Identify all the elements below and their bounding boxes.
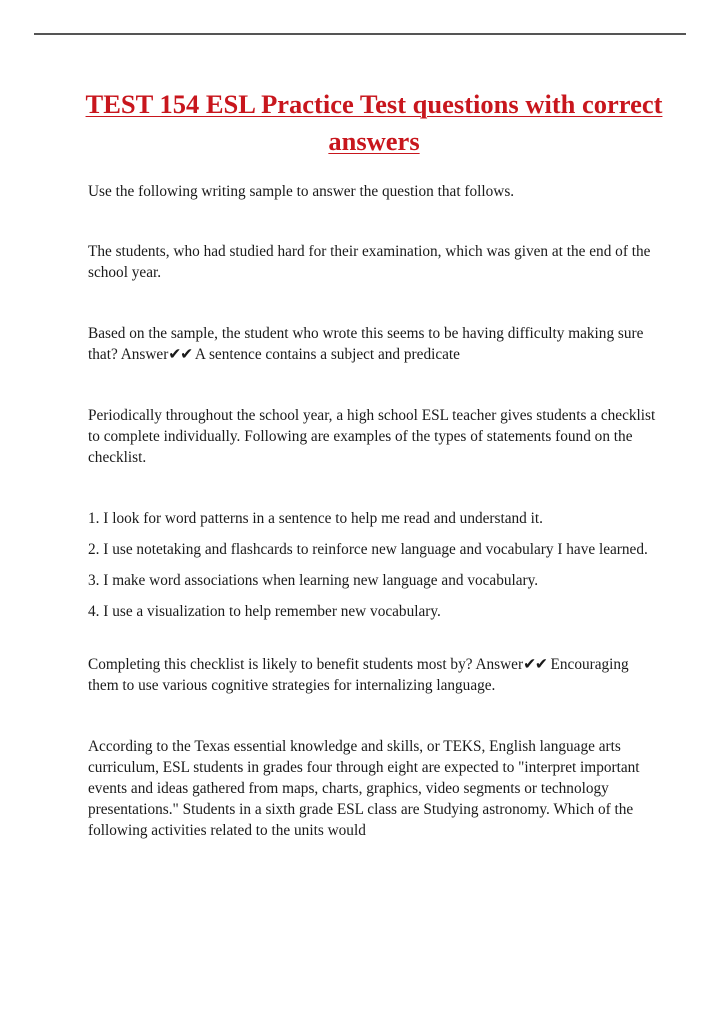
writing-sample: The students, who had studied hard for their examination, which was given at the end of the school year.	[88, 243, 651, 281]
list-item: 4. I use a visualization to help remember new vocabulary.	[88, 603, 441, 620]
top-rule	[34, 33, 686, 35]
question-2: Periodically throughout the school year, a high school ESL teacher gives students a checklist to complete individually. Following are examples of the types of statements found on the checklist.	[88, 407, 656, 466]
intro-text: Use the following writing sample to answer the question that follows.	[88, 183, 515, 200]
title-wrap	[80, 86, 668, 160]
question-3-answer: Encouraging them to use various cognitive strategies for internalizing language.	[88, 656, 629, 694]
question-1-text: Based on the sample, the student who wrote this seems to be having difficulty making sure that? Answer	[88, 325, 644, 363]
question-1	[88, 323, 660, 365]
check-marks-icon: ✔✔	[523, 656, 547, 673]
question-4: According to the Texas essential knowledge and skills, or TEKS, English language arts curriculum, ESL students in grades four through eight are expected to "interpret important events and ideas gathered from maps, charts, graphics, video segments or technology presentations." Students in a sixth grade ESL class are Studying astronomy. Which of the following activities related to the units would	[88, 738, 640, 839]
list-item: 2. I use notetaking and flashcards to reinforce new language and vocabulary I have learned.	[88, 541, 648, 558]
question-3-text: Completing this checklist is likely to benefit students most by? Answer	[88, 656, 524, 673]
list-item: 1. I look for word patterns in a sentence to help me read and understand it.	[88, 510, 543, 527]
document-page	[85, 86, 663, 841]
checklist	[88, 508, 660, 622]
question-1-answer: A sentence contains a subject and predicate	[194, 346, 460, 363]
check-marks-icon: ✔✔	[168, 346, 192, 363]
list-item: 3. I make word associations when learning new language and vocabulary.	[88, 572, 539, 589]
document-title: TEST 154 ESL Practice Test questions with correct answers	[85, 89, 663, 156]
question-3	[88, 654, 660, 696]
